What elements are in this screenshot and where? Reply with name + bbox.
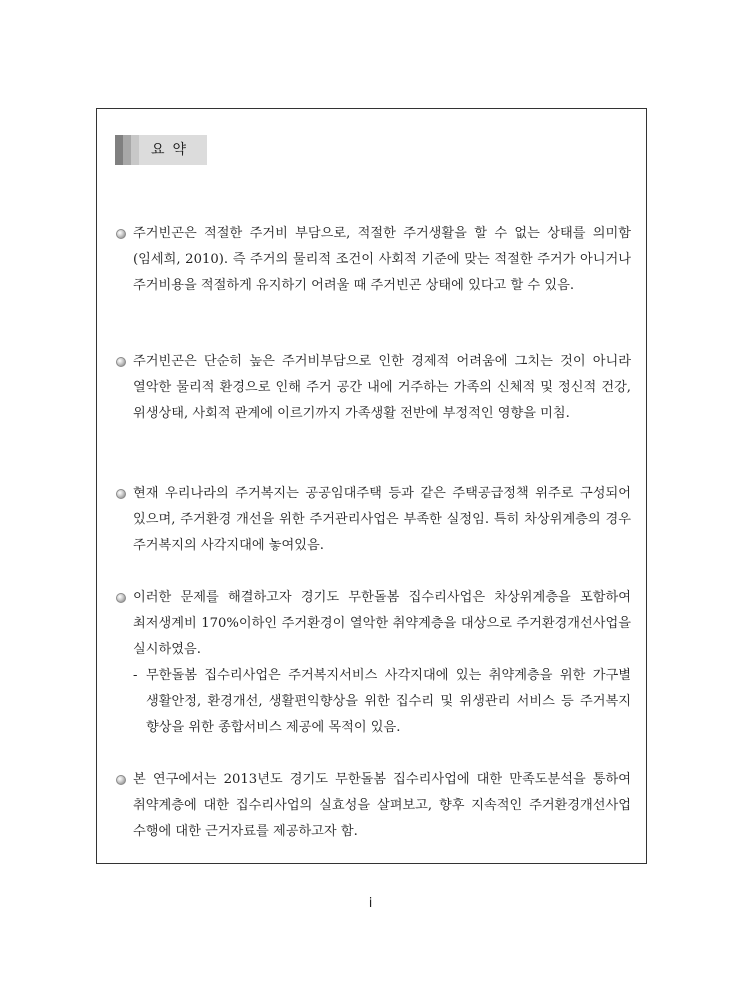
paragraph-2 (115, 349, 631, 427)
bullet-icon (115, 349, 133, 375)
paragraph-1 (115, 221, 631, 299)
sub-item-text: 무한돌봄 집수리사업은 주거복지서비스 사각지대에 있는 취약계층을 위한 가구별 생활안정, 환경개선, 생활편익향상을 위한 집수리 및 위생관리 서비스 등 주거복지 향상을 위한 종합서비스 제공에 목적이 있음. (146, 668, 631, 735)
bullet-icon (115, 767, 133, 793)
heading-bar-light (131, 135, 139, 165)
summary-heading (115, 135, 207, 165)
sub-item-dash: - (133, 668, 138, 683)
paragraph-text: 주거빈곤은 단순히 높은 주거비부담으로 인한 경제적 어려움에 그치는 것이 아니라 열악한 물리적 환경으로 인해 주거 공간 내에 거주하는 가족의 신체적 및 정신적 건강, 위생상태, 사회적 관계에 이르기까지 가족생활 전반에 부정적인 영향을 미침. (133, 354, 631, 421)
page-number: i (368, 896, 373, 911)
heading-bar-dark (115, 135, 123, 165)
paragraph-5 (115, 767, 631, 845)
paragraph-3 (115, 481, 631, 559)
bullet-icon (115, 481, 133, 507)
bullet-icon (115, 585, 133, 611)
paragraph-text: 본 연구에서는 2013년도 경기도 무한돌봄 집수리사업에 대한 만족도분석을 통하여 취약계층에 대한 집수리사업의 실효성을 살펴보고, 향후 지속적인 주거환경개선사업 수행에 대한 근거자료를 제공하고자 함. (133, 772, 631, 839)
paragraph-4 (115, 585, 631, 741)
heading-bar-mid (123, 135, 131, 165)
paragraph-text: 현재 우리나라의 주거복지는 공공임대주택 등과 같은 주택공급정책 위주로 구성되어 있으며, 주거환경 개선을 위한 주거관리사업은 부족한 실정임. 특히 차상위계층의 경우 주거복지의 사각지대에 놓여있음. (133, 486, 631, 553)
heading-label: 요약 (139, 135, 207, 165)
summary-frame (96, 108, 647, 864)
sub-item (115, 663, 631, 741)
paragraph-text: 이러한 문제를 해결하고자 경기도 무한돌봄 집수리사업은 차상위계층을 포함하여 최저생계비 170%이하인 주거환경이 열악한 취약계층을 대상으로 주거환경개선사업을 실시하였음. (133, 590, 631, 657)
paragraph-text: 주거빈곤은 적절한 주거비 부담으로, 적절한 주거생활을 할 수 없는 상태를 의미함(임세희, 2010). 즉 주거의 물리적 조건이 사회적 기준에 맞는 적절한 주거가 아니거나 주거비용을 적절하게 유지하기 어려울 때 주거빈곤 상태에 있다고 할 수 있음. (133, 226, 631, 293)
bullet-icon (115, 221, 133, 247)
